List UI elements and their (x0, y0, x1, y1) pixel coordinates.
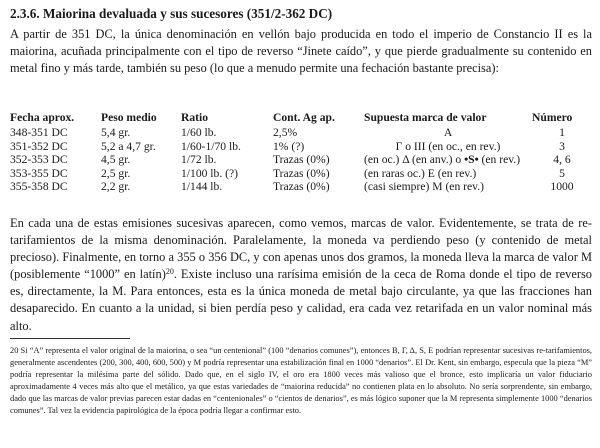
cell-numero: 1 (559, 126, 565, 139)
cell-marca (364, 153, 532, 167)
cell-ag: 1% (?) (273, 139, 305, 153)
cell-marca: (en raras oc.) E (en rev.) (364, 166, 477, 180)
cell-ag: 2,5% (273, 126, 298, 139)
body-paragraph-main: En cada una de estas emisiones sucesivas aparecen, como vemos, marcas de valor. Evidentemente, se trata de re-tarifamientos de la misma denominación. Paralelamente, la moneda va perdiendo peso (y contenido de metal precioso). Finalmente, en torno a 355 o 356 DC, y con apenas unos dos gramos, la moneda lleva la marca de valor M (posiblemente “1000” en latín) (10, 216, 592, 282)
section-heading: 2.3.6. Maiorina devaluada y sus sucesores (351/2-362 DC) (10, 6, 333, 21)
cell-numero: 4, 6 (553, 153, 571, 167)
col-header-fecha: Fecha aprox. (10, 110, 75, 124)
cell-marca: (casi siempre) M (en rev.) (364, 180, 484, 194)
cell-ag: Trazas (0%) (273, 153, 330, 167)
table-header-row (10, 108, 592, 126)
cell-marca: A (443, 126, 453, 139)
cell-marca-pre: (en oc.) Δ (en anv.) o (364, 153, 465, 167)
value-marks-table (10, 108, 592, 194)
cell-ratio: 1/100 lb. (?) (181, 166, 238, 180)
cell-peso: 2,5 gr. (101, 166, 131, 180)
intro-paragraph: A partir de 351 DC, la única denominación en vellón bajo producida en todo el imperio de Constancio II es la maiorina, acuñada principalmente con el tipo de reverso “Jinete caído”, y que pierde gradualmente su contenido en metal fino y más tarde, también su peso (lo que a menudo permite una fechación bastante precisa): (10, 27, 592, 76)
cell-fecha: 353-355 DC (10, 166, 68, 180)
cell-peso: 5,2 a 4,7 gr. (101, 139, 156, 153)
cell-marca: Γ o III (en oc., en rev.) (395, 139, 501, 153)
table-row (10, 153, 592, 167)
cell-peso: 5,4 gr. (101, 126, 131, 139)
cell-peso: 4,5 gr. (101, 153, 131, 167)
footnote-20: 20 Si “A” representa el valor original de la maiorina, o sea “un centenional” (100 “denarios comunes”), entonces B, Γ, Δ, S, E podrían representar sucesivas re-tarifamientos, generalmente ascendentes (200, 300, 400, 600, 500) y M podría representar una estabilización final en 1000 “denarios”. El Dr. Kent, sin embargo, especula que la pieza “M” podría representar la milésima parte del sólido. Dado que, en el siglo IV, el oro era 1800 veces más valioso que el bronce, esto implicaría un valor fiduciario aproximadamente 4 veces más alto que el metálico, ya que estas variedades de “maiorina reducida” no contienen plata en lo absoluto. No sería sorprendente, sin embargo, dado que las marcas de valor previas parecen estar dadas en “centenionales” o “cientos de denarios”, es más lógico suponer que la M representa simplemente 1000 “denarios comunes”. Tal vez la evidencia papirológica de la época podría llegar a confirmar esto. (10, 346, 592, 416)
cell-peso: 2,2 gr. (101, 180, 131, 194)
cell-marca-symbol: •S• (464, 153, 479, 167)
body-paragraph-rest: . Existe incluso una rarísima emisión de la ceca de Roma donde el tipo de reverso es, directamente, la M. Para entonces, esta es la única moneda de metal bajo circulante, ya que las fracciones han desaparecido. En cuanto a la unidad, si bien perdía peso y calidad, era cada vez retarifada en un valor nominal más alto. (10, 267, 592, 333)
table-row (10, 140, 592, 154)
cell-ag: Trazas (0%) (273, 166, 330, 180)
cell-fecha: 355-358 DC (10, 180, 68, 194)
col-header-ratio: Ratio (181, 110, 209, 124)
cell-ratio: 1/72 lb. (181, 153, 217, 167)
cell-ratio: 1/60-1/70 lb. (181, 139, 241, 153)
cell-fecha: 352-353 DC (10, 153, 68, 167)
cell-fecha: 351-352 DC (10, 139, 68, 153)
table-row (10, 180, 592, 194)
table-row (10, 167, 592, 181)
cell-marca-post: (en rev.) (478, 153, 521, 167)
cell-numero: 3 (559, 139, 565, 153)
col-header-ag: Cont. Ag ap. (273, 110, 335, 124)
body-paragraph (10, 215, 592, 335)
cell-ag: Trazas (0%) (273, 180, 330, 194)
footnote-divider (10, 338, 130, 339)
table-row (10, 126, 592, 140)
col-header-marca: Supuesta marca de valor (364, 110, 487, 124)
cell-numero: 5 (559, 166, 565, 180)
footnote-ref[interactable]: 20 (165, 267, 174, 277)
cell-fecha: 348-351 DC (10, 126, 68, 139)
cell-ratio: 1/144 lb. (181, 180, 223, 194)
col-header-numero: Número (532, 110, 573, 124)
col-header-peso: Peso medio (101, 110, 157, 124)
cell-ratio: 1/60 lb. (181, 126, 217, 139)
cell-numero: 1000 (550, 180, 574, 194)
